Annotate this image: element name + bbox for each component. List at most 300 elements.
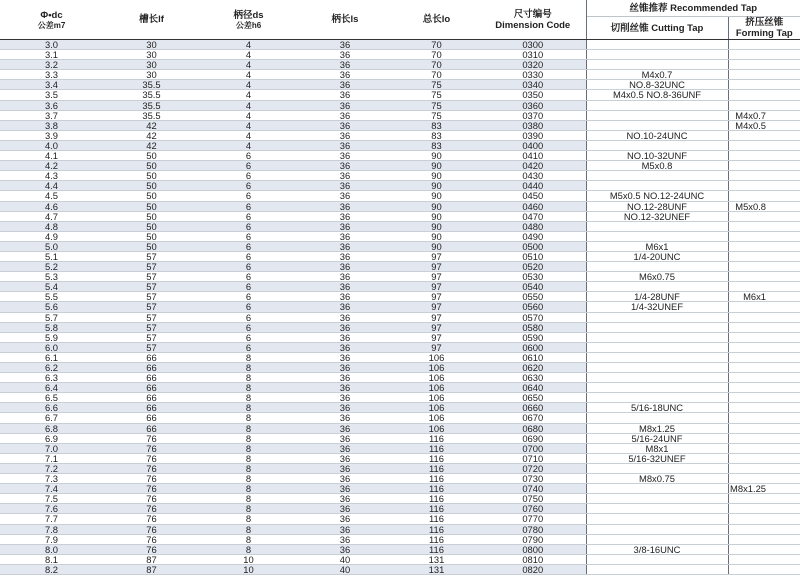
cell-ls: 36 — [297, 70, 393, 80]
cell-cutting-tap: M4x0.7 — [586, 70, 728, 80]
table-row — [0, 433, 800, 443]
cell-ds: 8 — [200, 433, 297, 443]
cell-lo: 116 — [393, 463, 480, 473]
cell-cutting-tap — [586, 463, 728, 473]
header-ds-main: 柄径ds — [233, 9, 264, 21]
cell-ls: 36 — [297, 443, 393, 453]
cell-forming-tap — [728, 524, 800, 534]
cell-ds: 10 — [200, 554, 297, 564]
header-lo: 总长lo — [393, 0, 480, 40]
cell-ds: 8 — [200, 504, 297, 514]
cell-dc: 3.6 — [0, 100, 103, 110]
cell-dc: 3.5 — [0, 90, 103, 100]
cell-dc: 4.3 — [0, 171, 103, 181]
table-row — [0, 262, 800, 272]
cell-ds: 4 — [200, 60, 297, 70]
table-row — [0, 211, 800, 221]
cell-lo: 90 — [393, 181, 480, 191]
cell-ds: 8 — [200, 352, 297, 362]
cell-ls: 36 — [297, 231, 393, 241]
cell-ds: 8 — [200, 544, 297, 554]
cell-cutting-tap: 5/16-24UNF — [586, 433, 728, 443]
cell-ls: 36 — [297, 504, 393, 514]
cell-lo: 106 — [393, 373, 480, 383]
cell-dc: 5.9 — [0, 332, 103, 342]
cell-dimension-code: 0710 — [480, 453, 586, 463]
cell-lf: 57 — [103, 292, 200, 302]
cell-ds: 8 — [200, 484, 297, 494]
cell-dimension-code: 0690 — [480, 433, 586, 443]
cell-cutting-tap — [586, 363, 728, 373]
cell-lo: 75 — [393, 80, 480, 90]
cell-lf: 50 — [103, 181, 200, 191]
cell-lo: 97 — [393, 322, 480, 332]
cell-cutting-tap — [586, 484, 728, 494]
cell-lo: 116 — [393, 453, 480, 463]
cell-ls: 36 — [297, 383, 393, 393]
cell-forming-tap — [728, 50, 800, 60]
cell-ds: 6 — [200, 312, 297, 322]
cell-dimension-code: 0580 — [480, 322, 586, 332]
table-row — [0, 453, 800, 463]
table-row — [0, 463, 800, 473]
cell-cutting-tap: M4x0.5 NO.8-36UNF — [586, 90, 728, 100]
cell-cutting-tap — [586, 554, 728, 564]
cell-dimension-code: 0520 — [480, 262, 586, 272]
cell-lf: 57 — [103, 322, 200, 332]
cell-dc: 7.4 — [0, 484, 103, 494]
cell-forming-tap — [728, 272, 800, 282]
cell-lf: 66 — [103, 352, 200, 362]
table-row — [0, 544, 800, 554]
cell-lf: 87 — [103, 564, 200, 574]
cell-lo: 97 — [393, 292, 480, 302]
cell-cutting-tap — [586, 383, 728, 393]
cell-lo: 106 — [393, 423, 480, 433]
cell-cutting-tap: 5/16-32UNEF — [586, 453, 728, 463]
cell-ds: 6 — [200, 302, 297, 312]
table-row — [0, 241, 800, 251]
table-row — [0, 413, 800, 423]
cell-forming-tap — [728, 151, 800, 161]
cell-lf: 57 — [103, 272, 200, 282]
cell-ds: 8 — [200, 383, 297, 393]
cell-ls: 36 — [297, 90, 393, 100]
cell-cutting-tap — [586, 494, 728, 504]
cell-ls: 36 — [297, 312, 393, 322]
cell-dc: 5.6 — [0, 302, 103, 312]
cell-lf: 50 — [103, 151, 200, 161]
table-row — [0, 50, 800, 60]
cell-lo: 70 — [393, 50, 480, 60]
table-row — [0, 292, 800, 302]
table-row — [0, 201, 800, 211]
cell-dimension-code: 0660 — [480, 403, 586, 413]
cell-forming-tap — [728, 90, 800, 100]
cell-lf: 35.5 — [103, 100, 200, 110]
cell-dc: 5.0 — [0, 241, 103, 251]
cell-ds: 8 — [200, 463, 297, 473]
table-row — [0, 130, 800, 140]
cell-lo: 90 — [393, 221, 480, 231]
cell-ls: 36 — [297, 262, 393, 272]
cell-lf: 76 — [103, 524, 200, 534]
cell-lf: 76 — [103, 544, 200, 554]
cell-lf: 50 — [103, 191, 200, 201]
table-row — [0, 231, 800, 241]
cell-forming-tap — [728, 130, 800, 140]
cell-cutting-tap: 5/16-18UNC — [586, 403, 728, 413]
cell-forming-tap: M4x0.5 — [728, 120, 800, 130]
cell-forming-tap — [728, 494, 800, 504]
cell-ls: 36 — [297, 161, 393, 171]
cell-cutting-tap: 1/4-28UNF — [586, 292, 728, 302]
cell-ls: 36 — [297, 514, 393, 524]
cell-cutting-tap: M5x0.5 NO.12-24UNC — [586, 191, 728, 201]
cell-lo: 106 — [393, 413, 480, 423]
cell-dc: 3.2 — [0, 60, 103, 70]
cell-ls: 36 — [297, 201, 393, 211]
cell-dimension-code: 0700 — [480, 443, 586, 453]
cell-lo: 97 — [393, 312, 480, 322]
table-row — [0, 100, 800, 110]
cell-forming-tap — [728, 352, 800, 362]
cell-dc: 3.9 — [0, 130, 103, 140]
cell-dc: 8.1 — [0, 554, 103, 564]
cell-forming-tap — [728, 221, 800, 231]
cell-dc: 6.3 — [0, 373, 103, 383]
cell-ds: 6 — [200, 322, 297, 332]
cell-cutting-tap: NO.12-28UNF — [586, 201, 728, 211]
cell-lo: 106 — [393, 363, 480, 373]
cell-dc: 4.7 — [0, 211, 103, 221]
cell-dc: 5.1 — [0, 251, 103, 261]
cell-cutting-tap: 1/4-32UNEF — [586, 302, 728, 312]
cell-ds: 6 — [200, 171, 297, 181]
cell-ds: 8 — [200, 494, 297, 504]
cell-forming-tap — [728, 191, 800, 201]
cell-dc: 4.5 — [0, 191, 103, 201]
cell-forming-tap — [728, 383, 800, 393]
cell-ds: 4 — [200, 70, 297, 80]
cell-lo: 97 — [393, 342, 480, 352]
cell-dc: 5.5 — [0, 292, 103, 302]
cell-forming-tap — [728, 60, 800, 70]
table-row — [0, 342, 800, 352]
header-dimension-code — [480, 0, 586, 40]
cell-dc: 6.0 — [0, 342, 103, 352]
cell-ls: 36 — [297, 181, 393, 191]
cell-cutting-tap: NO.12-32UNEF — [586, 211, 728, 221]
cell-dc: 6.8 — [0, 423, 103, 433]
cell-cutting-tap — [586, 181, 728, 191]
cell-lo: 90 — [393, 161, 480, 171]
header-ds-tolerance: 公差h6 — [235, 20, 262, 30]
cell-lf: 42 — [103, 130, 200, 140]
cell-ls: 36 — [297, 484, 393, 494]
table-row — [0, 514, 800, 524]
table-row — [0, 161, 800, 171]
cell-lf: 50 — [103, 171, 200, 181]
cell-forming-tap — [728, 433, 800, 443]
cell-lo: 131 — [393, 554, 480, 564]
cell-lf: 66 — [103, 373, 200, 383]
cell-dimension-code: 0500 — [480, 241, 586, 251]
cell-cutting-tap: NO.10-32UNF — [586, 151, 728, 161]
cell-lf: 66 — [103, 393, 200, 403]
cell-dimension-code: 0360 — [480, 100, 586, 110]
cell-forming-tap — [728, 40, 800, 50]
table-row — [0, 70, 800, 80]
cell-dimension-code: 0490 — [480, 231, 586, 241]
table-row — [0, 474, 800, 484]
cell-lo: 116 — [393, 534, 480, 544]
cell-lf: 57 — [103, 262, 200, 272]
cell-cutting-tap — [586, 110, 728, 120]
table-body — [0, 40, 800, 575]
cell-lf: 57 — [103, 332, 200, 342]
cell-ls: 36 — [297, 302, 393, 312]
cell-dc: 3.1 — [0, 50, 103, 60]
cell-dc: 7.0 — [0, 443, 103, 453]
cell-dimension-code: 0760 — [480, 504, 586, 514]
cell-forming-tap — [728, 363, 800, 373]
cell-lo: 106 — [393, 383, 480, 393]
cell-lf: 66 — [103, 363, 200, 373]
cell-ds: 8 — [200, 423, 297, 433]
cell-lf: 57 — [103, 312, 200, 322]
cell-ls: 36 — [297, 342, 393, 352]
cell-ls: 36 — [297, 60, 393, 70]
cell-cutting-tap: M8x1 — [586, 443, 728, 453]
cell-lf: 76 — [103, 534, 200, 544]
cell-dc: 3.3 — [0, 70, 103, 80]
cell-dimension-code: 0750 — [480, 494, 586, 504]
cell-dimension-code: 0610 — [480, 352, 586, 362]
cell-lf: 35.5 — [103, 110, 200, 120]
header-recommended-tap: 丝锥推荐 Recommended Tap — [586, 0, 800, 17]
table-row — [0, 282, 800, 292]
cell-ls: 36 — [297, 50, 393, 60]
cell-dimension-code: 0600 — [480, 342, 586, 352]
cell-cutting-tap — [586, 514, 728, 524]
cell-dc: 5.8 — [0, 322, 103, 332]
cell-cutting-tap — [586, 524, 728, 534]
header-dc — [0, 0, 103, 40]
cell-forming-tap — [728, 312, 800, 322]
cell-dimension-code: 0590 — [480, 332, 586, 342]
cell-ds: 4 — [200, 140, 297, 150]
cell-ls: 36 — [297, 534, 393, 544]
cell-ls: 36 — [297, 453, 393, 463]
cell-lo: 97 — [393, 332, 480, 342]
cell-dimension-code: 0810 — [480, 554, 586, 564]
cell-lo: 83 — [393, 120, 480, 130]
cell-lo: 116 — [393, 474, 480, 484]
cell-lf: 76 — [103, 453, 200, 463]
cell-cutting-tap — [586, 60, 728, 70]
cell-forming-tap — [728, 544, 800, 554]
table-row — [0, 423, 800, 433]
cell-dimension-code: 0720 — [480, 463, 586, 473]
table-row — [0, 554, 800, 564]
cell-ds: 8 — [200, 524, 297, 534]
cell-dc: 7.6 — [0, 504, 103, 514]
cell-ls: 36 — [297, 130, 393, 140]
cell-cutting-tap — [586, 282, 728, 292]
header-code-en: Dimension Code — [495, 19, 571, 31]
table-row — [0, 494, 800, 504]
table-row — [0, 110, 800, 120]
table-row — [0, 332, 800, 342]
table-row — [0, 251, 800, 261]
cell-ls: 36 — [297, 272, 393, 282]
cell-lo: 75 — [393, 100, 480, 110]
cell-dc: 4.6 — [0, 201, 103, 211]
cell-dc: 6.7 — [0, 413, 103, 423]
cell-dimension-code: 0370 — [480, 110, 586, 120]
cell-lo: 90 — [393, 241, 480, 251]
cell-dc: 8.2 — [0, 564, 103, 574]
cell-forming-tap — [728, 231, 800, 241]
table-row — [0, 40, 800, 50]
cell-forming-tap — [728, 80, 800, 90]
cell-forming-tap — [728, 403, 800, 413]
cell-dimension-code: 0330 — [480, 70, 586, 80]
table-row — [0, 80, 800, 90]
table-row — [0, 373, 800, 383]
cell-dc: 7.7 — [0, 514, 103, 524]
cell-lo: 97 — [393, 272, 480, 282]
cell-ds: 6 — [200, 161, 297, 171]
cell-cutting-tap — [586, 50, 728, 60]
cell-forming-tap — [728, 100, 800, 110]
cell-cutting-tap: M6x1 — [586, 241, 728, 251]
cell-cutting-tap — [586, 393, 728, 403]
cell-dimension-code: 0680 — [480, 423, 586, 433]
cell-lo: 75 — [393, 110, 480, 120]
cell-forming-tap — [728, 514, 800, 524]
header-ds — [200, 0, 297, 40]
cell-lf: 30 — [103, 50, 200, 60]
cell-dc: 5.3 — [0, 272, 103, 282]
cell-ls: 36 — [297, 80, 393, 90]
cell-cutting-tap — [586, 262, 728, 272]
cell-ds: 8 — [200, 363, 297, 373]
header-forming-tap: 挤压丝锥 Forming Tap — [728, 17, 800, 40]
cell-ls: 36 — [297, 322, 393, 332]
cell-ls: 36 — [297, 120, 393, 130]
cell-ls: 36 — [297, 282, 393, 292]
cell-ds: 6 — [200, 251, 297, 261]
cell-dc: 7.9 — [0, 534, 103, 544]
cell-cutting-tap — [586, 100, 728, 110]
cell-dimension-code: 0730 — [480, 474, 586, 484]
cell-forming-tap — [728, 70, 800, 80]
cell-dimension-code: 0400 — [480, 140, 586, 150]
table-row — [0, 504, 800, 514]
cell-dimension-code: 0650 — [480, 393, 586, 403]
cell-ls: 36 — [297, 191, 393, 201]
table-row — [0, 151, 800, 161]
cell-ds: 4 — [200, 100, 297, 110]
cell-forming-tap — [728, 504, 800, 514]
header-dc-main: Φ•dc — [40, 9, 63, 21]
cell-ls: 36 — [297, 140, 393, 150]
cell-lf: 76 — [103, 484, 200, 494]
header-cutting-tap: 切削丝锥 Cutting Tap — [586, 17, 728, 40]
cell-lo: 90 — [393, 201, 480, 211]
cell-dimension-code: 0780 — [480, 524, 586, 534]
cell-lf: 76 — [103, 474, 200, 484]
cell-ls: 36 — [297, 352, 393, 362]
cell-dc: 4.9 — [0, 231, 103, 241]
cell-cutting-tap — [586, 534, 728, 544]
cell-lf: 87 — [103, 554, 200, 564]
cell-cutting-tap: 3/8-16UNC — [586, 544, 728, 554]
cell-forming-tap — [728, 373, 800, 383]
cell-ds: 6 — [200, 211, 297, 221]
table-row — [0, 322, 800, 332]
cell-lo: 83 — [393, 130, 480, 140]
cell-ds: 6 — [200, 262, 297, 272]
table-row — [0, 393, 800, 403]
cell-dimension-code: 0460 — [480, 201, 586, 211]
cell-forming-tap — [728, 332, 800, 342]
cell-cutting-tap — [586, 322, 728, 332]
cell-forming-tap — [728, 262, 800, 272]
cell-ds: 8 — [200, 443, 297, 453]
cell-lf: 66 — [103, 413, 200, 423]
cell-forming-tap: M5x0.8 — [728, 201, 800, 211]
cell-dc: 3.8 — [0, 120, 103, 130]
cell-lf: 76 — [103, 504, 200, 514]
table-row — [0, 524, 800, 534]
cell-ls: 36 — [297, 494, 393, 504]
cell-lf: 50 — [103, 201, 200, 211]
cell-ds: 6 — [200, 231, 297, 241]
table-row — [0, 90, 800, 100]
cell-forming-tap — [728, 251, 800, 261]
cell-forming-tap: M4x0.7 — [728, 110, 800, 120]
cell-forming-tap — [728, 322, 800, 332]
cell-lo: 116 — [393, 433, 480, 443]
cell-ds: 4 — [200, 110, 297, 120]
cell-dc: 6.2 — [0, 363, 103, 373]
cell-lo: 90 — [393, 191, 480, 201]
cell-ds: 6 — [200, 191, 297, 201]
cell-lf: 76 — [103, 514, 200, 524]
header-code-cn: 尺寸编号 — [513, 8, 552, 20]
cell-ds: 4 — [200, 120, 297, 130]
cell-ls: 40 — [297, 564, 393, 574]
table-row — [0, 302, 800, 312]
cell-dc: 3.0 — [0, 40, 103, 50]
cell-forming-tap — [728, 342, 800, 352]
cell-lf: 76 — [103, 463, 200, 473]
cell-dc: 3.7 — [0, 110, 103, 120]
cell-dimension-code: 0510 — [480, 251, 586, 261]
cell-dimension-code: 0300 — [480, 40, 586, 50]
table-row — [0, 221, 800, 231]
cell-ds: 6 — [200, 282, 297, 292]
cell-lf: 30 — [103, 60, 200, 70]
cell-ds: 4 — [200, 80, 297, 90]
cell-ds: 4 — [200, 50, 297, 60]
cell-lf: 66 — [103, 383, 200, 393]
cell-ls: 36 — [297, 332, 393, 342]
cell-forming-tap: M8x1.25 — [728, 484, 800, 494]
